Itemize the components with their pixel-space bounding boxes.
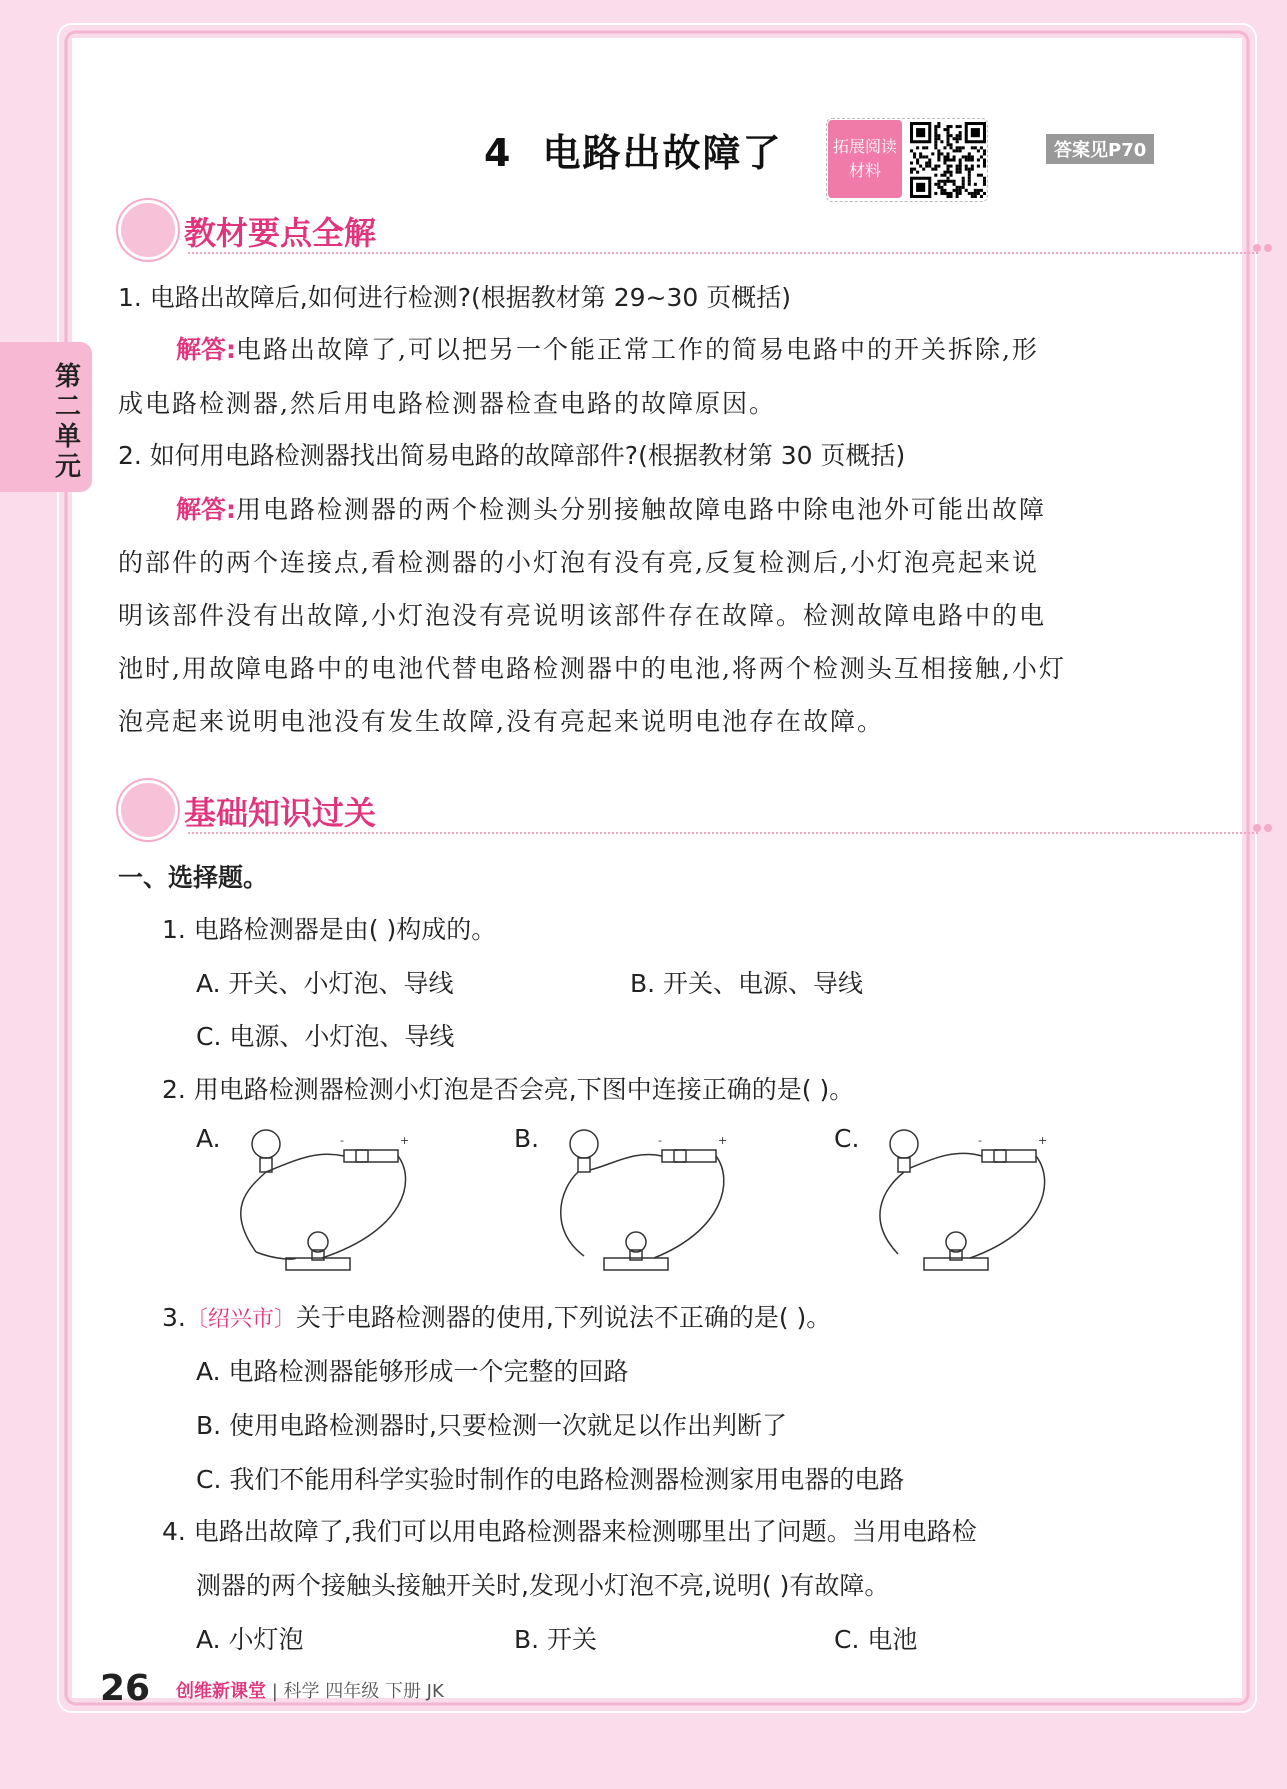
mc-question-1: 1. 电路检测器是由( )构成的。 [162,915,497,944]
lesson-title [484,122,782,177]
q4-option-c[interactable]: C. 电池 [834,1625,918,1654]
section-divider [188,252,1258,254]
svg-text:+: + [718,1134,728,1147]
footer-text: | 科学 四年级 下册 JK [271,1681,444,1702]
section-divider [188,832,1258,834]
q1-option-a[interactable]: A. 开关、小灯泡、导线 [196,969,454,998]
circuit-diagram-a [236,1120,416,1280]
question-2: 2. 如何用电路检测器找出简易电路的故障部件?(根据教材第 30 页概括) [118,441,906,470]
svg-text:-: - [340,1134,344,1147]
footer-brand: 创维新课堂 [176,1681,266,1702]
section-title: 基础知识过关 [184,794,377,832]
q4-option-b[interactable]: B. 开关 [514,1625,598,1654]
answer-2-line3: 明该部件没有出故障,小灯泡没有亮说明该部件存在故障。检测故障电路中的电 [118,601,1046,630]
answer-label: 解答: [176,335,236,364]
section-header-textbook [118,200,1158,256]
answer-1-line1 [176,330,1039,366]
mc-question-4-line2: 测器的两个接触头接触开关时,发现小灯泡不亮,说明( )有故障。 [196,1571,890,1600]
answer-2-line5: 泡亮起来说明电池没有发生故障,没有亮起来说明电池存在故障。 [118,707,884,736]
extended-reading-label[interactable] [828,120,902,198]
mascot-icon [118,780,178,840]
answer-2-line1 [176,490,1046,526]
svg-text:-: - [658,1134,662,1147]
page-number: 26 [100,1668,151,1709]
svg-text:-: - [978,1134,982,1147]
extended-reading-label-line2: 材料 [848,161,881,180]
answer-reference: 答案见P70 [1046,134,1154,164]
mc-question-4-line1: 4. 电路出故障了,我们可以用电路检测器来检测哪里出了问题。当用电路检 [162,1517,977,1546]
svg-text:+: + [1038,1134,1048,1147]
circuit-diagram-b [554,1120,734,1280]
q2-option-a-label[interactable]: A. [196,1124,221,1153]
part-heading: 一、选择题。 [118,863,269,892]
q3-option-b[interactable]: B. 使用电路检测器时,只要检测一次就足以作出判断了 [196,1411,787,1440]
q1-option-c[interactable]: C. 电源、小灯泡、导线 [196,1022,455,1051]
unit-tab-label: 第二单元 [54,362,81,482]
mc-question-3 [162,1298,831,1334]
q2-option-c-label[interactable]: C. [834,1124,860,1153]
dots-icon [1252,822,1274,834]
answer-label: 解答: [176,495,236,524]
q3-number: 3. [162,1303,186,1332]
section-title: 教材要点全解 [184,214,377,252]
q4-option-a[interactable]: A. 小灯泡 [196,1625,304,1654]
answer-2-line2: 的部件的两个连接点,看检测器的小灯泡有没有亮,反复检测后,小灯泡亮起来说 [118,548,1039,577]
question-1: 1. 电路出故障后,如何进行检测?(根据教材第 29~30 页概括) [118,283,791,312]
region-tag: 〔绍兴市〕 [185,1307,296,1332]
answer-1-line2: 成电路检测器,然后用电路检测器检查电路的故障原因。 [118,389,776,418]
mc-question-2: 2. 用电路检测器检测小灯泡是否会亮,下图中连接正确的是( )。 [162,1075,855,1104]
q2-option-b-label[interactable]: B. [514,1124,540,1153]
lesson-title-text: 电路出故障了 [542,131,783,175]
section-header-basics [118,780,1158,836]
q3-text: 关于电路检测器的使用,下列说法不正确的是( )。 [295,1303,832,1332]
dots-icon [1252,242,1274,254]
mascot-icon [118,200,178,260]
extended-reading-label-line1: 拓展阅读 [832,137,897,156]
answer-1-text: 电路出故障了,可以把另一个能正常工作的简易电路中的开关拆除,形 [236,335,1039,364]
circuit-diagram-c [874,1120,1054,1280]
answer-2-line4: 池时,用故障电路中的电池代替电路检测器中的电池,将两个检测头互相接触,小灯 [118,654,1066,683]
svg-text:+: + [400,1134,410,1147]
q3-option-a[interactable]: A. 电路检测器能够形成一个完整的回路 [196,1357,629,1386]
lesson-number: 4 [484,131,513,175]
qr-code[interactable] [910,122,986,198]
footer [176,1677,444,1703]
q3-option-c[interactable]: C. 我们不能用科学实验时制作的电路检测器检测家用电器的电路 [196,1465,905,1494]
answer-2-text: 用电路检测器的两个检测头分别接触故障电路中除电池外可能出故障 [236,495,1047,524]
q1-option-b[interactable]: B. 开关、电源、导线 [630,969,864,998]
